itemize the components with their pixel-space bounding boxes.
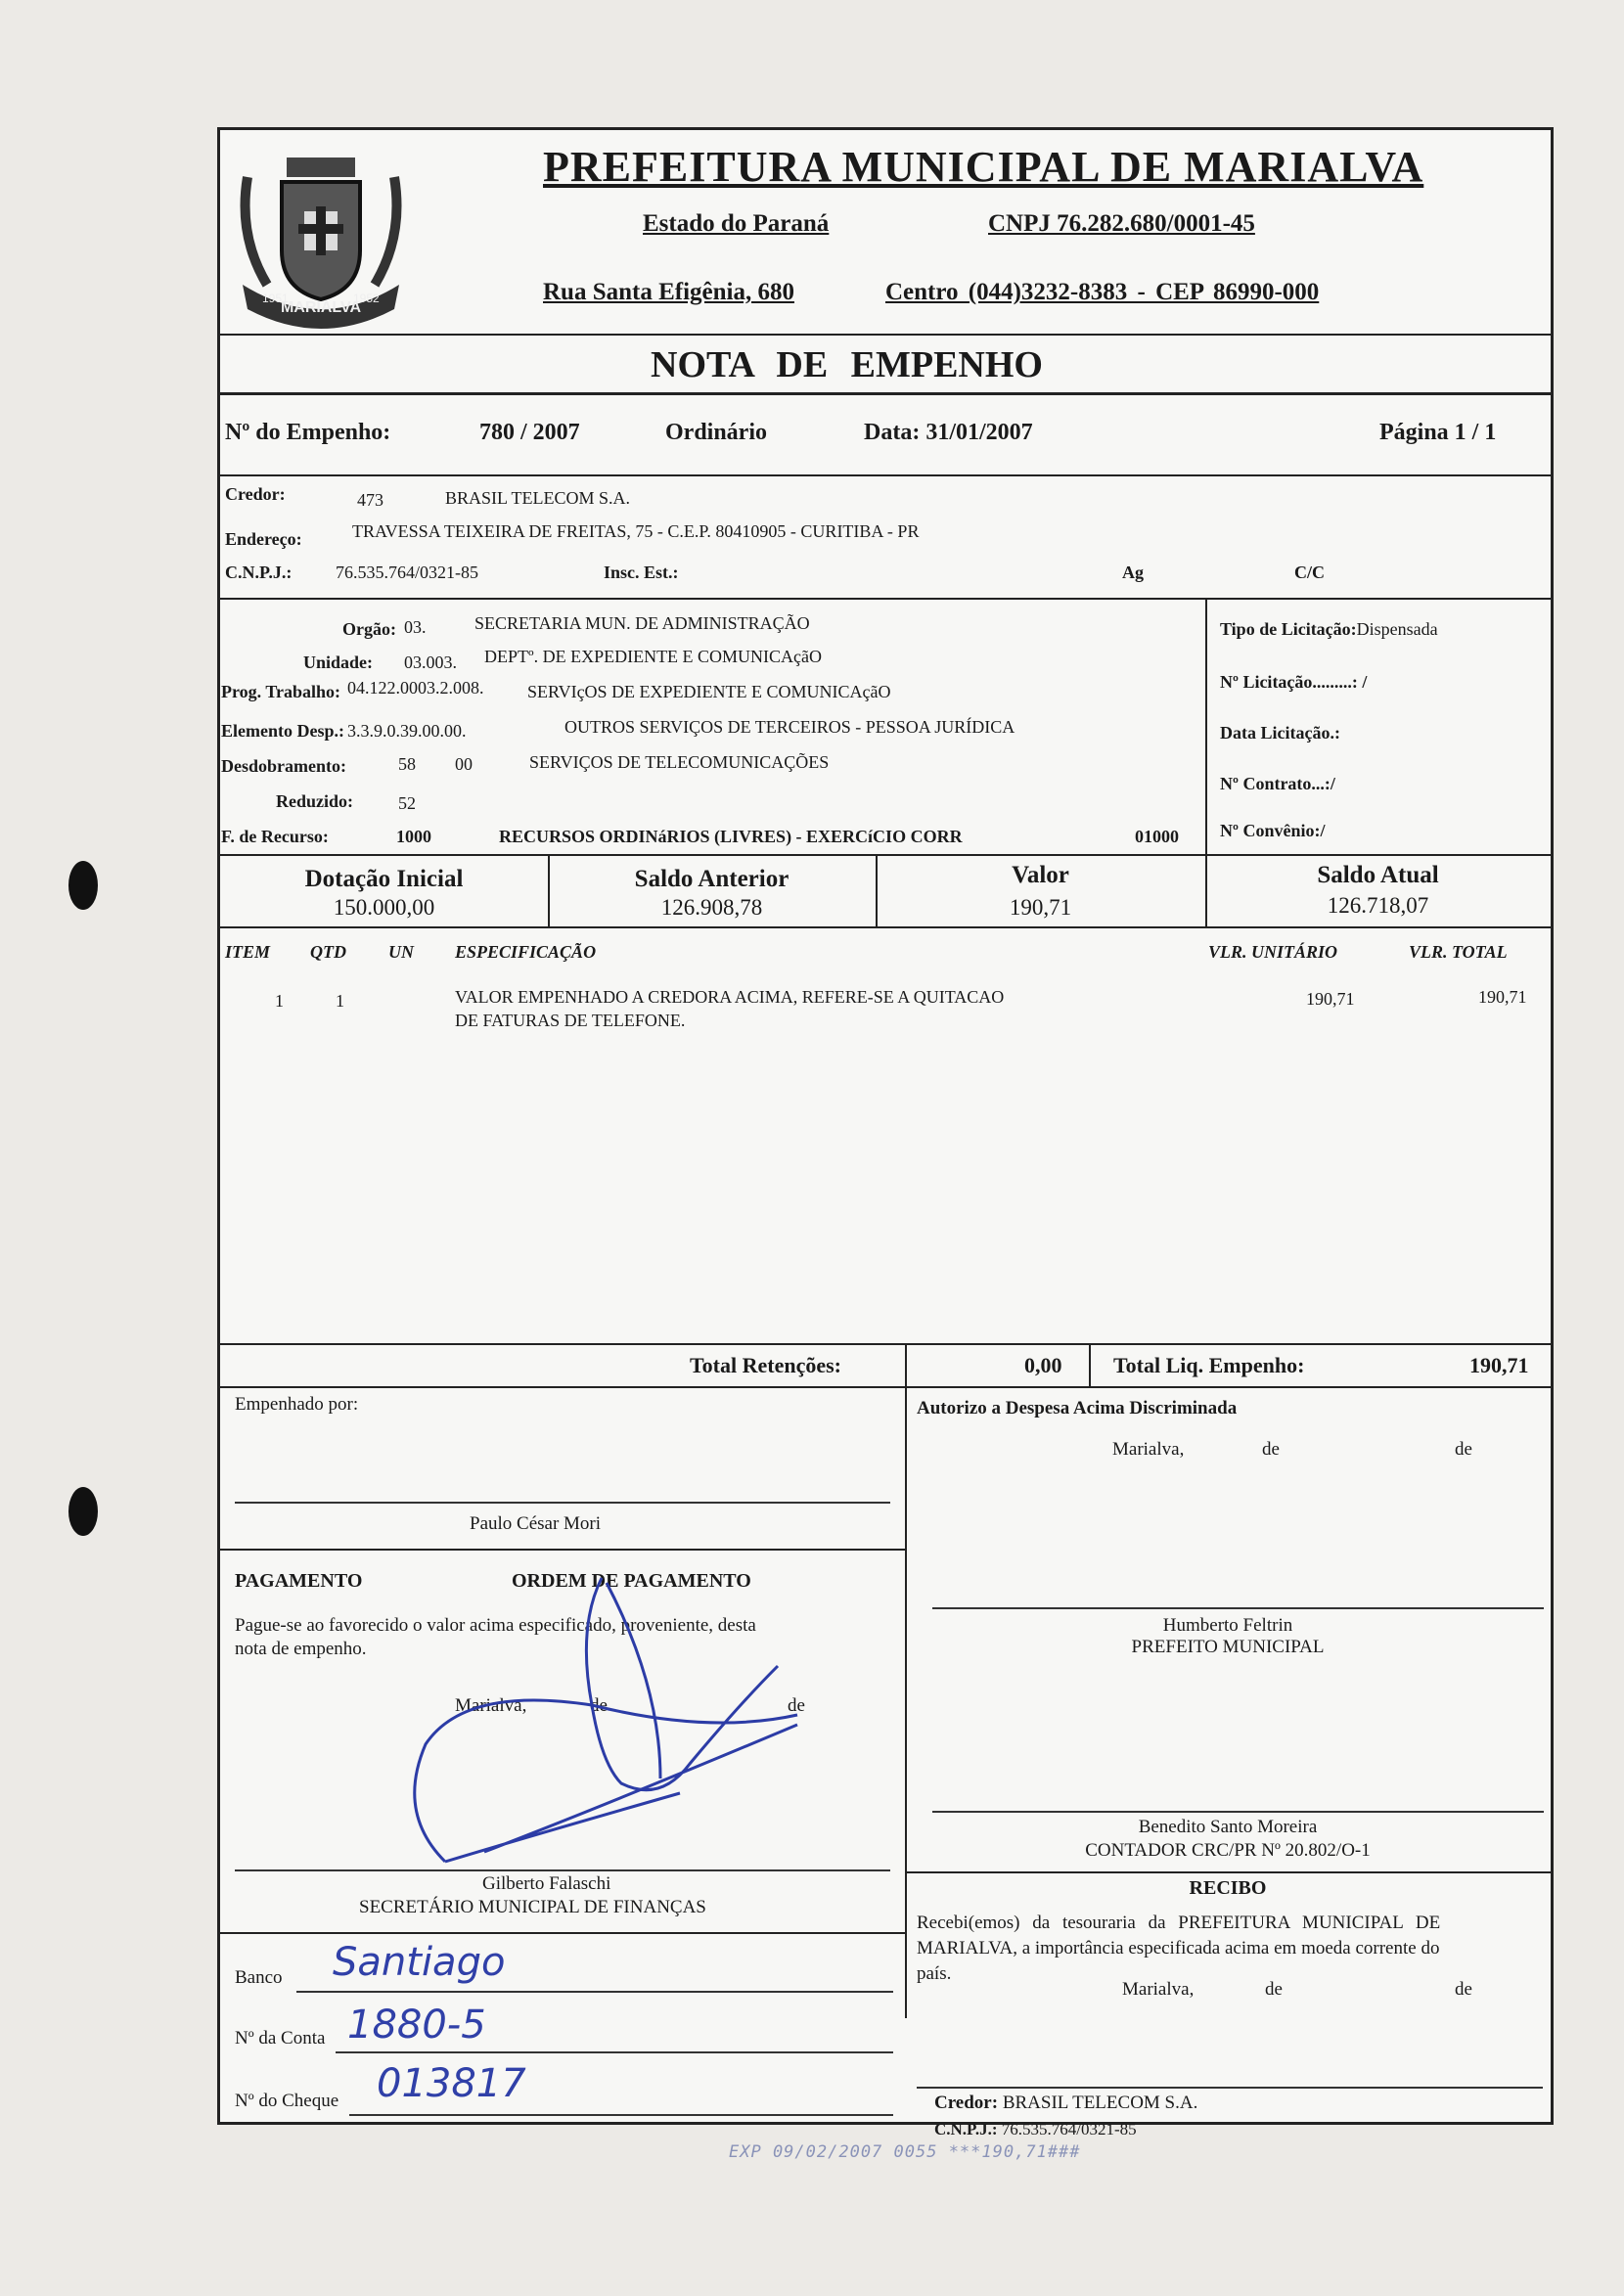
crest-year-left: 1951 <box>262 292 289 305</box>
unidade-label: Unidade: <box>303 653 374 672</box>
credor-label: Credor: <box>225 484 286 504</box>
saldo-atual-label: Saldo Atual <box>1317 862 1439 888</box>
recibo-credor <box>934 2093 1197 2114</box>
credor-code: 473 <box>357 490 383 510</box>
bank-processing-stamp: EXP 09/02/2007 0055 ***190,71### <box>729 2142 1081 2162</box>
recurso-name: RECURSOS ORDINáRIOS (LIVRES) - EXERCíCIO CORR <box>499 827 963 846</box>
recibo-text-line3: país. <box>917 1963 952 1984</box>
dotacao-value: 150.000,00 <box>333 895 435 920</box>
recurso-label: F. de Recurso: <box>221 827 329 846</box>
autorizo-de1: de <box>1262 1439 1280 1460</box>
autorizo-de2: de <box>1455 1439 1472 1460</box>
empenhado-label: Empenhado por: <box>235 1394 359 1415</box>
retencoes-value: 0,00 <box>1024 1353 1062 1377</box>
orgao-code: 03. <box>404 617 427 637</box>
item-total-value: 190,71 <box>1478 987 1527 1007</box>
recibo-text-line1: Recebi(emos) da tesouraria da PREFEITURA MUNICIPAL DE <box>917 1913 1441 1933</box>
col-un: UN <box>388 942 414 962</box>
document-frame <box>217 127 1554 2138</box>
desdobramento-code: 58 <box>398 754 416 774</box>
recibo-place: Marialva, <box>1122 1979 1195 2000</box>
recibo-de1: de <box>1265 1979 1283 2000</box>
header-cnpj: CNPJ 76.282.680/0001-45 <box>988 210 1255 237</box>
pagamento-signer-name: Gilberto Falaschi <box>482 1873 611 1894</box>
pagamento-signer-role: SECRETÁRIO MUNICIPAL DE FINANÇAS <box>359 1897 706 1917</box>
header-street: Rua Santa Efigênia, 680 <box>543 279 794 305</box>
saldo-atual-value: 126.718,07 <box>1327 893 1429 918</box>
col-item: ITEM <box>225 942 271 962</box>
cc-label: C/C <box>1294 563 1325 582</box>
recibo-de2: de <box>1455 1979 1472 2000</box>
saldo-anterior-label: Saldo Anterior <box>634 866 789 892</box>
insc-est-label: Insc. Est.: <box>604 563 679 582</box>
empenhado-name: Paulo César Mori <box>470 1513 602 1534</box>
autorizo-label: Autorizo a Despesa Acima Discriminada <box>917 1398 1238 1418</box>
orgao-name: SECRETARIA MUN. DE ADMINISTRAÇÃO <box>474 613 810 633</box>
banco-label: Banco <box>235 1967 283 1988</box>
valor-value: 190,71 <box>1009 895 1072 920</box>
item-desc-line2: DE FATURAS DE TELEFONE. <box>455 1011 686 1030</box>
empenho-date: Data: 31/01/2007 <box>864 420 1033 445</box>
reduzido-code: 52 <box>398 793 416 813</box>
recibo-credor-label: Credor: <box>934 2093 999 2113</box>
header-contact: Centro (044)3232-8383 - CEP 86990-000 <box>885 279 1320 305</box>
ordem-pagamento: ORDEM DE PAGAMENTO <box>512 1570 751 1592</box>
recurso-ref: 01000 <box>1135 827 1179 846</box>
prog-name: SERVIçOS DE EXPEDIENTE E COMUNICAçãO <box>527 682 891 701</box>
col-vlr-unitario: VLR. UNITÁRIO <box>1208 942 1338 962</box>
conta-handwritten: 1880-5 <box>347 2003 486 2048</box>
saldo-anterior-value: 126.908,78 <box>660 895 763 920</box>
col-qtd: QTD <box>310 942 346 962</box>
dotacao-label: Dotação Inicial <box>304 866 464 892</box>
licitacao-number: Nº Licitação.........: / <box>1220 672 1368 692</box>
contador-role: CONTADOR CRC/PR Nº 20.802/O-1 <box>1085 1840 1371 1861</box>
recibo-text-line2: MARIALVA, a importância especificada acima em moeda corrente do <box>917 1938 1440 1958</box>
contrato-number: Nº Contrato...:/ <box>1220 774 1335 793</box>
licitacao-type-label: Tipo de Licitação: <box>1220 619 1357 639</box>
retencoes-label: Total Retenções: <box>690 1353 841 1377</box>
col-especificacao: ESPECIFICAÇÃO <box>455 942 597 962</box>
empenho-type: Ordinário <box>665 420 768 445</box>
desdobramento-label: Desdobramento: <box>221 756 346 776</box>
prog-label: Prog. Trabalho: <box>221 682 341 701</box>
document-title: NOTA DE EMPENHO <box>651 344 1043 385</box>
desdobramento-sub: 00 <box>455 754 473 774</box>
licitacao-type <box>1220 619 1438 640</box>
empenho-number: 780 / 2007 <box>479 420 580 445</box>
state-name: Estado do Paraná <box>643 210 830 237</box>
item-desc-line1: VALOR EMPENHADO A CREDORA ACIMA, REFERE-SE A QUITACAO <box>455 987 1005 1007</box>
reduzido-label: Reduzido: <box>276 791 354 811</box>
elemento-code: 3.3.9.0.39.00.00. <box>347 721 467 741</box>
recibo-title: RECIBO <box>1189 1877 1267 1899</box>
cheque-label: Nº do Cheque <box>235 2091 339 2111</box>
recibo-cnpj-label: C.N.P.J.: <box>934 2120 998 2138</box>
autorizo-place: Marialva, <box>1112 1439 1185 1460</box>
municipal-crest <box>228 138 414 334</box>
credor-cnpj-label: C.N.P.J.: <box>225 563 293 582</box>
prefeito-role: PREFEITO MUNICIPAL <box>1131 1637 1325 1657</box>
item-number: 1 <box>275 991 284 1011</box>
desdobramento-name: SERVIÇOS DE TELECOMUNICAÇÕES <box>529 752 830 772</box>
pagamento-de2: de <box>788 1695 805 1716</box>
item-unit-value: 190,71 <box>1306 989 1355 1009</box>
prefeito-name: Humberto Feltrin <box>1162 1615 1293 1636</box>
pagamento-text-line1: Pague-se ao favorecido o valor acima especificado, proveniente, desta <box>235 1615 756 1636</box>
contador-name: Benedito Santo Moreira <box>1138 1817 1318 1837</box>
credor-cnpj: 76.535.764/0321-85 <box>336 563 478 582</box>
elemento-label: Elemento Desp.: <box>221 721 344 741</box>
empenho-label: Nº do Empenho: <box>225 420 391 445</box>
elemento-name: OUTROS SERVIÇOS DE TERCEIROS - PESSOA JURÍDICA <box>564 717 1015 737</box>
pagamento-place: Marialva, <box>455 1695 527 1716</box>
pagamento-de1: de <box>590 1695 608 1716</box>
pagamento-label: PAGAMENTO <box>235 1570 363 1592</box>
ag-label: Ag <box>1122 563 1144 582</box>
credor-address: TRAVESSA TEIXEIRA DE FREITAS, 75 - C.E.P. 80410905 - CURITIBA - PR <box>352 521 920 541</box>
recurso-code: 1000 <box>396 827 431 846</box>
recibo-credor-value: BRASIL TELECOM S.A. <box>1002 2093 1198 2113</box>
col-vlr-total: VLR. TOTAL <box>1409 942 1508 962</box>
unidade-name: DEPTº. DE EXPEDIENTE E COMUNICAçãO <box>484 647 823 666</box>
valor-label: Valor <box>1012 862 1069 888</box>
orgao-label: Orgão: <box>342 619 396 639</box>
licitacao-type-value: Dispensada <box>1356 619 1438 639</box>
empenho-page: Página 1 / 1 <box>1379 420 1497 445</box>
crest-year-right: 1952 <box>353 292 380 305</box>
item-qty: 1 <box>336 991 344 1011</box>
binder-hole <box>68 861 98 910</box>
signature-scribble <box>367 1568 817 1871</box>
conta-label: Nº da Conta <box>235 2028 326 2048</box>
address-label: Endereço: <box>225 529 302 549</box>
crest-text: MARIALVA <box>280 299 362 316</box>
recibo-cnpj-value: 76.535.764/0321-85 <box>1001 2120 1137 2138</box>
licitacao-date: Data Licitação.: <box>1220 723 1340 743</box>
prog-code: 04.122.0003.2.008. <box>347 678 484 698</box>
pagamento-text-line2: nota de empenho. <box>235 1639 367 1659</box>
municipality-title: PREFEITURA MUNICIPAL DE MARIALVA <box>543 143 1424 191</box>
recibo-cnpj <box>934 2120 1137 2139</box>
liq-empenho-value: 190,71 <box>1469 1353 1529 1377</box>
unidade-code: 03.003. <box>404 653 457 672</box>
liq-empenho-label: Total Liq. Empenho: <box>1113 1353 1305 1377</box>
convenio-number: Nº Convênio:/ <box>1220 821 1326 840</box>
cheque-handwritten: 013817 <box>377 2061 526 2106</box>
credor-name: BRASIL TELECOM S.A. <box>445 488 631 508</box>
binder-hole <box>68 1487 98 1536</box>
banco-handwritten: Santiago <box>333 1940 506 1985</box>
